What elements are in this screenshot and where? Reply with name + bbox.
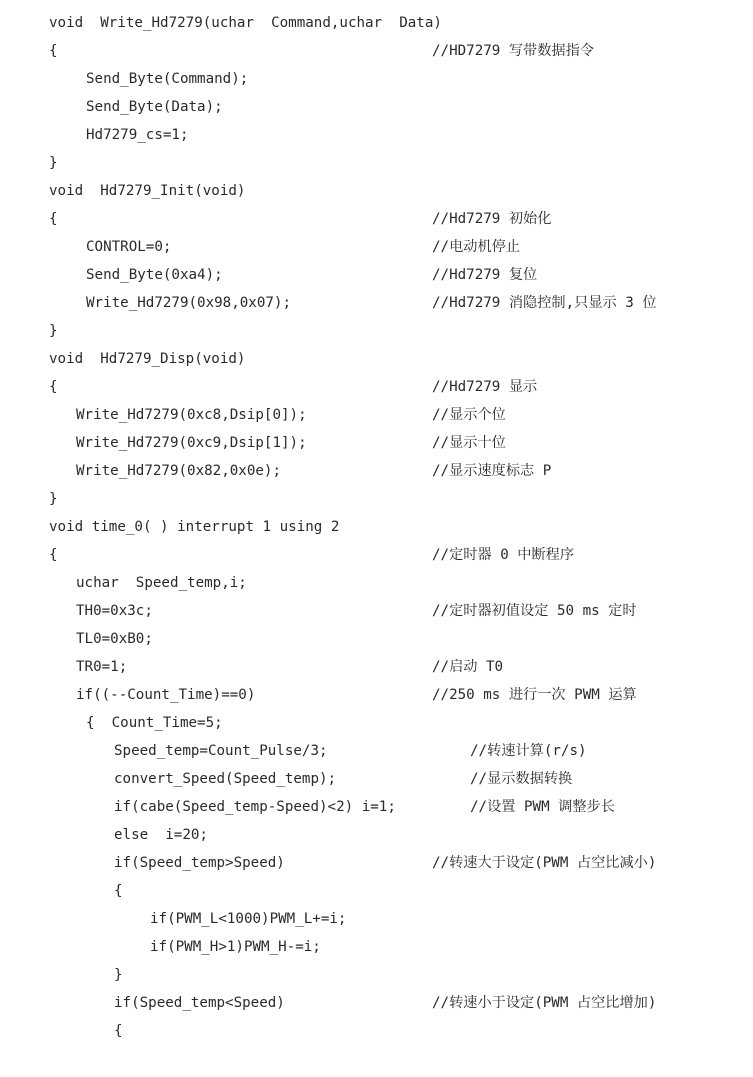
code-text: if((--Count_Time)==0) [76, 687, 256, 703]
code-line [0, 149, 753, 177]
code-line [0, 205, 753, 233]
code-text: uchar Speed_temp,i; [76, 575, 247, 591]
code-line [0, 569, 753, 597]
code-text: CONTROL=0; [86, 239, 172, 255]
code-line [0, 625, 753, 653]
code-text: } [114, 967, 123, 983]
code-text: { [49, 547, 58, 563]
code-line [0, 821, 753, 849]
code-comment: //HD7279 写带数据指令 [432, 43, 594, 59]
code-line [0, 877, 753, 905]
code-line [0, 1017, 753, 1045]
code-line [0, 653, 753, 681]
code-text: if(Speed_temp<Speed) [114, 995, 285, 1011]
code-text: void Hd7279_Init(void) [49, 183, 246, 199]
code-comment: //设置 PWM 调整步长 [470, 799, 615, 815]
code-line [0, 177, 753, 205]
code-text: Write_Hd7279(0x98,0x07); [86, 295, 291, 311]
code-line [0, 261, 753, 289]
code-line [0, 541, 753, 569]
code-text: convert_Speed(Speed_temp); [114, 771, 337, 787]
code-line [0, 961, 753, 989]
code-line [0, 597, 753, 625]
code-comment: //定时器初值设定 50 ms 定时 [432, 603, 637, 619]
code-line [0, 37, 753, 65]
code-comment: //Hd7279 复位 [432, 267, 538, 283]
code-line [0, 709, 753, 737]
code-text: else i=20; [114, 827, 208, 843]
code-text: if(PWM_H>1)PWM_H-=i; [150, 939, 321, 955]
code-text: { [49, 211, 58, 227]
code-line [0, 485, 753, 513]
code-line [0, 317, 753, 345]
code-text: { [49, 43, 58, 59]
code-line [0, 905, 753, 933]
code-line [0, 9, 753, 37]
code-text: if(Speed_temp>Speed) [114, 855, 285, 871]
code-line [0, 233, 753, 261]
code-text: Speed_temp=Count_Pulse/3; [114, 743, 328, 759]
code-text: TH0=0x3c; [76, 603, 153, 619]
code-comment: //显示个位 [432, 407, 506, 423]
code-line [0, 849, 753, 877]
code-text: Write_Hd7279(0xc9,Dsip[1]); [76, 435, 307, 451]
code-comment: //启动 T0 [432, 659, 504, 675]
code-line [0, 989, 753, 1017]
code-comment: //显示数据转换 [470, 771, 573, 787]
code-comment: //Hd7279 初始化 [432, 211, 552, 227]
code-text: void Write_Hd7279(uchar Command,uchar Data) [49, 15, 442, 31]
code-line [0, 289, 753, 317]
code-line [0, 429, 753, 457]
code-text: TR0=1; [76, 659, 128, 675]
code-line [0, 345, 753, 373]
code-text: if(cabe(Speed_temp-Speed)<2) i=1; [114, 799, 396, 815]
code-comment: //250 ms 进行一次 PWM 运算 [432, 687, 637, 703]
code-comment: //转速计算(r/s) [470, 743, 587, 759]
code-comment: //Hd7279 显示 [432, 379, 538, 395]
code-line [0, 737, 753, 765]
code-text: TL0=0xB0; [76, 631, 153, 647]
code-text: { [49, 379, 58, 395]
code-comment: //转速小于设定(PWM 占空比增加) [432, 995, 657, 1011]
code-line [0, 457, 753, 485]
code-line [0, 765, 753, 793]
code-text: } [49, 323, 58, 339]
code-line [0, 513, 753, 541]
code-line [0, 373, 753, 401]
code-comment: //电动机停止 [432, 239, 521, 255]
code-line [0, 933, 753, 961]
code-comment: //显示速度标志 P [432, 463, 552, 479]
code-text: void Hd7279_Disp(void) [49, 351, 246, 367]
code-text: { [114, 883, 123, 899]
code-text: Write_Hd7279(0xc8,Dsip[0]); [76, 407, 307, 423]
code-line [0, 93, 753, 121]
code-line [0, 401, 753, 429]
code-comment: //Hd7279 消隐控制,只显示 3 位 [432, 295, 657, 311]
code-text: Write_Hd7279(0x82,0x0e); [76, 463, 281, 479]
code-line [0, 793, 753, 821]
code-text: } [49, 491, 58, 507]
code-comment: //转速大于设定(PWM 占空比减小) [432, 855, 657, 871]
code-comment: //定时器 0 中断程序 [432, 547, 575, 563]
code-line [0, 121, 753, 149]
code-text: { Count_Time=5; [86, 715, 223, 731]
code-text: void time_0( ) interrupt 1 using 2 [49, 519, 340, 535]
code-text: if(PWM_L<1000)PWM_L+=i; [150, 911, 347, 927]
code-text: Send_Byte(Command); [86, 71, 249, 87]
code-text: { [114, 1023, 123, 1039]
code-text: } [49, 155, 58, 171]
code-text: Send_Byte(Data); [86, 99, 223, 115]
code-text: Send_Byte(0xa4); [86, 267, 223, 283]
code-comment: //显示十位 [432, 435, 506, 451]
code-line [0, 681, 753, 709]
code-text: Hd7279_cs=1; [86, 127, 189, 143]
code-line [0, 65, 753, 93]
